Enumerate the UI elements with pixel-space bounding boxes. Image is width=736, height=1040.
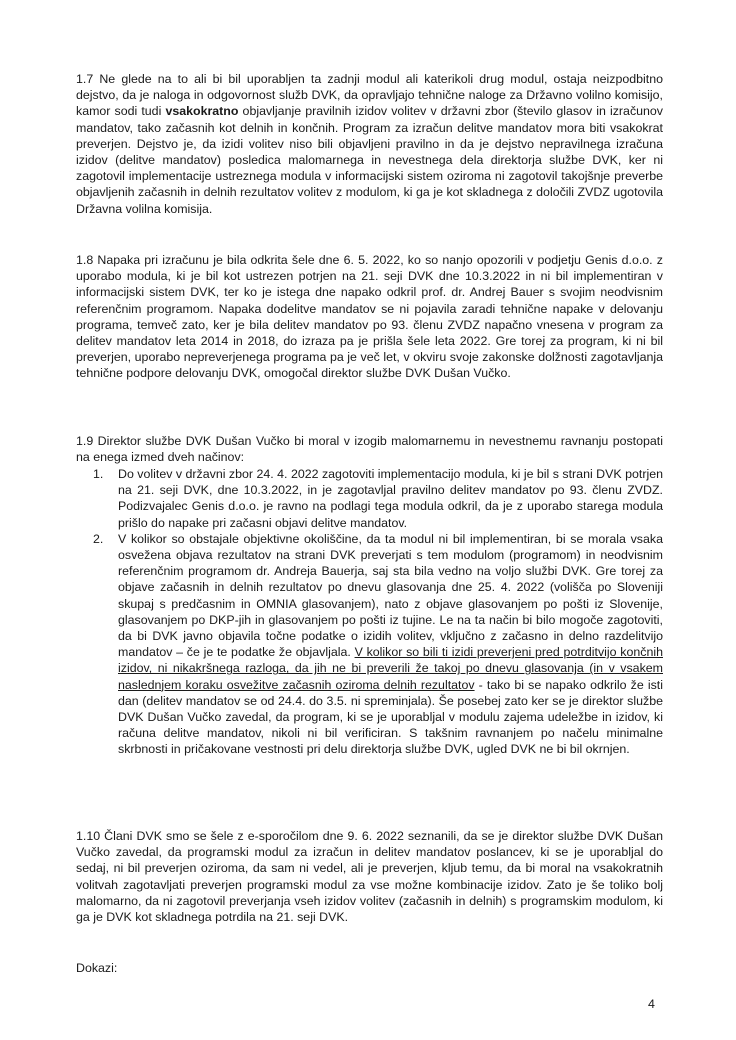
- options-list: [76, 466, 663, 758]
- paragraph-1-9: 1.9 Direktor službe DVK Dušan Vučko bi moral v izogib malomarnemu in nevestnemu ravnanju postopati na enega izmed dveh načinov:: [76, 434, 663, 465]
- list-item-text-b: - tako bi se napako odkrilo že isti dan (delitev mandatov se od 24.4. do 3.5. ni spreminjala). Še posebej zato ker se je direktor službe DVK Dušan Vučko zavedal, da program, ki se je uporabljal v modulu zajema udeležbe in izidov, ki računa delitve mandatov, nikoli ni bil verificiran. S takšnim ravnanjem po načelu minimalne skrbnosti in pričakovane vestnosti pri delu direktorja službe DVK, ugled DVK ne bi bil okrnjen.: [118, 677, 664, 757]
- underlined-text: V kolikor so bili ti izidi preverjeni pred potrditvijo končnih izidov, ni nikakršnega razloga, da jih ne bi preverili že takoj po dnevu glasovanja (in v vsakem naslednjem koraku osvežitve začasnih oziroma delnih rezultatov: [118, 645, 663, 692]
- list-item-number: 1.: [93, 467, 104, 481]
- list-item: [76, 466, 663, 531]
- paragraph-1-7: [76, 71, 663, 217]
- paragraph-1-7-bold: vsakokratno: [165, 104, 239, 119]
- list-item: [76, 531, 663, 758]
- list-item-text-a: V kolikor so obstajale objektivne okoliščine, da ta modul ni bil implementiran, bi se morala vsaka osvežena objava rezultatov na strani DVK preverjati s tem modulom (programom) in neodvisnim referenčnim programom dr. Andreja Bauerja, saj sta bila vedno na voljo službi DVK. Gre torej za objave začasnih in delnih rezultatov po dnevu glasovanja dne 25. 4. 2022 (volišča po Sloveniji skupaj s predčasnim in OMNIA glasovanjem), nato z objave glasovanjem po pošti iz Slovenije, glasovanjem po DKP-jih in glasovanjem po pošti iz tujine. Le na ta način bi bilo mogoče zagotoviti, da bi DVK javno objavila točne podatke o izidih volitev, vključno z začasno in delno razdelitvijo mandatov – če je te podatke že objavljala.: [118, 531, 663, 660]
- paragraph-1-7-text-a: 1.7 Ne glede na to ali bi bil uporabljen ta zadnji modul ali katerikoli drug modul, ostaja neizpodbitno dejstvo, da je naloga in odgovornost služb DVK, da opravljajo tehnične naloge za Državno volilno komisijo, kamor sodi tudi: [76, 72, 663, 119]
- paragraph-1-10: 1.10 Člani DVK smo se šele z e-sporočilom dne 9. 6. 2022 seznanili, da se je direktor službe DVK Dušan Vučko zavedal, da programski modul za izračun in delitev mandatov poslancev, ki se je uporabljal do sedaj, ni bil preverjen oziroma, da sam ni vedel, ali je preverjen, kljub temu, da bi moral na vsakokratnih volitvah zagotavljati preverjen programski modul za vse možne kombinacije izidov. Zato je še toliko bolj malomarno, da ni zagotovil preverjanja vseh izidov volitev (začasnih in delnih) s programskim modulom, ki ga je DVK kot skladnega potrdila na 21. seji DVK.: [76, 829, 663, 925]
- list-item-text: Do volitev v državni zbor 24. 4. 2022 zagotoviti implementacijo modula, ki je bil s strani DVK potrjen na 21. seji DVK, dne 10.3.2022, in je zagotavljal pravilno delitev mandatov po 93. členu ZVDZ. Podizvajalec Genis d.o.o. je ravno na podlagi tega modula odkril, da je z uporabo starega modula prišlo do napake pri začasni objavi delitve mandatov.: [118, 467, 663, 530]
- evidence-heading: Dokazi:: [76, 961, 118, 975]
- paragraph-1-8: 1.8 Napaka pri izračunu je bila odkrita šele dne 6. 5. 2022, ko so nanjo opozorili v podjetju Genis d.o.o. z uporabo modula, ki je bil kot ustrezen potrjen na 21. seji DVK dne 10.3.2022 in ni bil implementiran v informacijski sistem DVK, ter ko je istega dne napako odkril prof. dr. Andrej Bauer s svojim neodvisnim referenčnim programom. Napaka dodelitve mandatov se ni pojavila zaradi tehnične napake v delovanju programa, temveč zato, ker je bila delitev mandatov po 93. členu ZVDZ napačno vnesena v program za delitev mandatov leta 2014 in 2018, do izraza pa je prišla šele leta 2022. Gre torej za program, ki ni bil preverjen, uporabo nepreverjenega programa pa je več let, v okviru svoje zakonske dolžnosti zagotavljanja tehnične podpore delovanju DVK, omogočal direktor službe DVK Dušan Vučko.: [76, 253, 663, 381]
- paragraph-1-7-text-b: objavljanje pravilnih izidov volitev v državni zbor (število glasov in izračunov mandatov, tako začasnih kot delnih in končnih. Program za izračun delitve mandatov mora biti vsakokrat preverjen. Dejstvo je, da izidi volitev niso bili objavljeni pravilno in da je dejstvo nepravilnega izračuna izidov (delitve mandatov) posledica malomarnega in nevestnega dela direktorja službe DVK, ker ni zagotovil implementacije ustreznega modula v informacijski sistem oziroma ni zagotovil takojšnje preverbe objavljenih začasnih in delnih rezultatov volitev z modulom, ki ga je kot skladnega z določili ZVDZ ugotovila Državna volilna komisija.: [76, 104, 664, 216]
- list-item-number: 2.: [93, 531, 104, 546]
- page-number: 4: [648, 997, 655, 1011]
